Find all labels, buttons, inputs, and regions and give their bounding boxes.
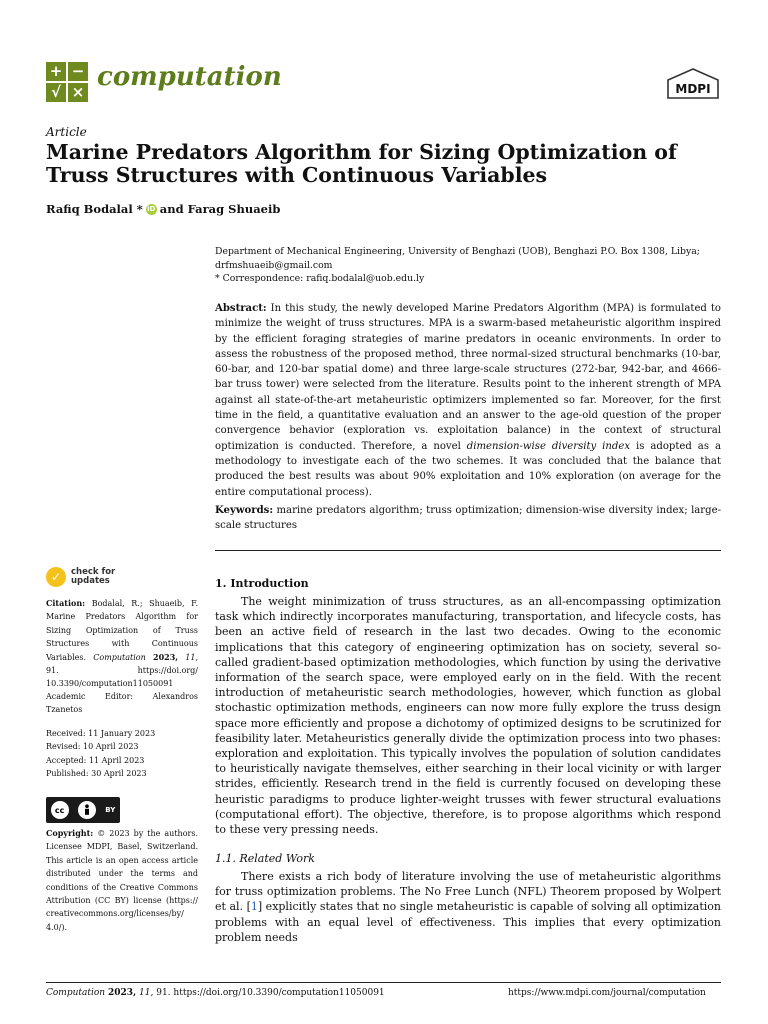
reference-link[interactable]: 1 bbox=[250, 900, 258, 914]
copyright bbox=[46, 827, 198, 934]
footer-journal: Computation bbox=[46, 988, 106, 998]
footer-citation bbox=[46, 988, 385, 998]
related-work-paragraph bbox=[215, 869, 721, 945]
affiliation-line: Department of Mechanical Engineering, University of Benghazi (UOB), Benghazi P.O. Box 1308, Libya; bbox=[215, 246, 700, 257]
divider bbox=[215, 550, 721, 551]
subsection-heading: 1.1. Related Work bbox=[215, 852, 315, 865]
check-for-updates-label bbox=[71, 568, 115, 586]
cc-by-license-badge[interactable] bbox=[46, 797, 120, 823]
section-heading: 1. Introduction bbox=[215, 577, 309, 590]
affiliation bbox=[215, 245, 725, 286]
revised-date: Revised: 10 April 2023 bbox=[46, 742, 139, 752]
keywords-text: marine predators algorithm; truss optimization; dimension-wise diversity index; large-scale structures bbox=[215, 505, 721, 532]
check-line-2: updates bbox=[71, 576, 110, 586]
check-line-1: check for bbox=[71, 567, 116, 577]
check-icon: ✓ bbox=[46, 567, 66, 587]
footer-journal-url[interactable]: https://www.mdpi.com/journal/computation bbox=[508, 988, 706, 998]
author-1[interactable]: Rafiq Bodalal * bbox=[46, 202, 143, 216]
keywords-label: Keywords: bbox=[215, 505, 274, 516]
copyright-text: © 2023 by the authors. Licensee MDPI, Basel, Switzerland. This article is an open access article distributed under the terms and conditions of the Creative Commons Attribution (CC BY) license (https:// creativecommons.org/licenses/by/ 4.0/). bbox=[46, 829, 198, 932]
orcid-icon[interactable]: iD bbox=[147, 205, 156, 213]
sqrt-icon: √ bbox=[46, 83, 66, 102]
article-title: Marine Predators Algorithm for Sizing Optimization of Truss Structures with Continuous Variables bbox=[46, 140, 677, 187]
plus-icon: + bbox=[46, 62, 66, 81]
abstract-label: Abstract: bbox=[215, 303, 267, 314]
intro-paragraph: The weight minimization of truss structures, as an all-encompassing optimization task which indirectly incorporates manufacturing, transportation, and lifecycle costs, has been an active field of research in the last two decades. Owing to the economic implications that this category of engineering optimization has on society, several so-called gradient-based optimization methodologies, which function by using the derivative information of the search space, were employed early on in the field. With the recent introduction of metaheuristic search methodologies, however, which function as global stochastic optimization methods, engineers can now more fully explore the truss design space more efficiently and propose a dichotomy of optimized designs to be scrutinized for feasibility later. Metaheuristics generally divide the optimization process into two phases: exploration and exploitation. This typically involves the population of solution candidates to heuristically navigate themselves, either searching in their local vicinity or with larger strides, efficiently. Research trend in the field is currently focused on developing these heuristic paradigms to produce lighter-weight trusses with fewer structural evaluations (computational effort). The objective, therefore, is to propose algorithms which respond to these very pressing needs. bbox=[215, 595, 721, 837]
copyright-label: Copyright: bbox=[46, 828, 94, 838]
journal-name: computation bbox=[97, 62, 282, 92]
affiliation-email: drfmshuaeib@gmail.com bbox=[215, 259, 333, 271]
received-date: Received: 11 January 2023 bbox=[46, 729, 156, 738]
academic-editor: Academic Editor: Alexandros Tzanetos bbox=[46, 692, 198, 715]
dates bbox=[46, 727, 198, 781]
related-work-text-end: ] explicitly states that no single metaheuristic is capable of solving all optimization problems with an equal level of effectiveness. This implies that every optimization problem needs bbox=[215, 900, 721, 944]
authors bbox=[46, 202, 280, 216]
footer-doi[interactable]: 91. https://doi.org/10.3390/computation11050091 bbox=[156, 988, 385, 998]
footer-year: 2023, bbox=[107, 988, 137, 998]
citation bbox=[46, 597, 198, 691]
check-for-updates-button[interactable] bbox=[46, 567, 115, 587]
accepted-date: Accepted: 11 April 2023 bbox=[46, 755, 145, 765]
correspondence: * Correspondence: rafiq.bodalal@uob.edu.ly bbox=[215, 273, 425, 284]
citation-volume: 11, bbox=[185, 652, 199, 662]
mdpi-logo bbox=[666, 68, 720, 102]
citation-label: Citation: bbox=[46, 598, 86, 608]
mdpi-logo-text: MDPI bbox=[675, 82, 711, 96]
related-work-text: There exists a rich body of literature involving the use of metaheuristic algorithms for truss optimization problems. The No Free Lunch (NFL) Theorem proposed by Wolpert et al. [ bbox=[215, 870, 721, 914]
citation-year: 2023, bbox=[153, 651, 179, 662]
minus-icon: − bbox=[68, 62, 88, 81]
journal-logo bbox=[46, 62, 88, 102]
abstract-text-end: is adopted as a methodology to investigate each of the two schemes. It was concluded that the balance that produced the best results was about 90% exploitation and 10% exploration (on average for the entire computational process). bbox=[215, 440, 721, 498]
abstract-text: In this study, the newly developed Marine Predators Algorithm (MPA) is formulated to minimize the weight of truss structures. MPA is a swarm-based metaheuristic algorithm inspired by the efficient foraging strategies of marine predators in oceanic environments. In order to assess the robustness of the proposed method, three normal-sized structural benchmarks (10-bar, 60-bar, and 120-bar spatial dome) and three large-scale structures (272-bar, 942-bar, and 4666-bar truss tower) were selected from the literature. Results point to the inherent strength of MPA against all state-of-the-art metaheuristic optimizers implemented so far. Moreover, for the first time in the field, a quantitative evaluation and an answer to the age-old question of the proper convergence behavior (exploration vs. exploitation balance) in the context of structural optimization is conducted. Therefore, a novel bbox=[215, 303, 721, 452]
citation-doi[interactable]: 91. https://doi.org/ 10.3390/computation11050091 bbox=[46, 666, 198, 689]
attribution-icon bbox=[78, 801, 96, 819]
citation-text: Bodalal, R.; Shuaeib, F. Marine Predators Algorithm for Sizing Optimization of Truss Structures with Continuous Variables. bbox=[46, 599, 198, 662]
keywords bbox=[215, 503, 721, 534]
article-type: Article bbox=[46, 125, 87, 139]
citation-journal: Computation bbox=[93, 652, 146, 662]
footer-divider bbox=[46, 982, 721, 983]
abstract bbox=[215, 301, 721, 500]
cc-by-label: BY bbox=[105, 806, 116, 814]
cc-icon: cc bbox=[51, 801, 69, 819]
footer-volume: 11, bbox=[139, 988, 154, 998]
times-icon: × bbox=[68, 83, 88, 102]
abstract-italic: dimension-wise diversity index bbox=[466, 440, 631, 452]
author-2[interactable]: and Farag Shuaeib bbox=[159, 202, 281, 216]
published-date: Published: 30 April 2023 bbox=[46, 769, 147, 779]
